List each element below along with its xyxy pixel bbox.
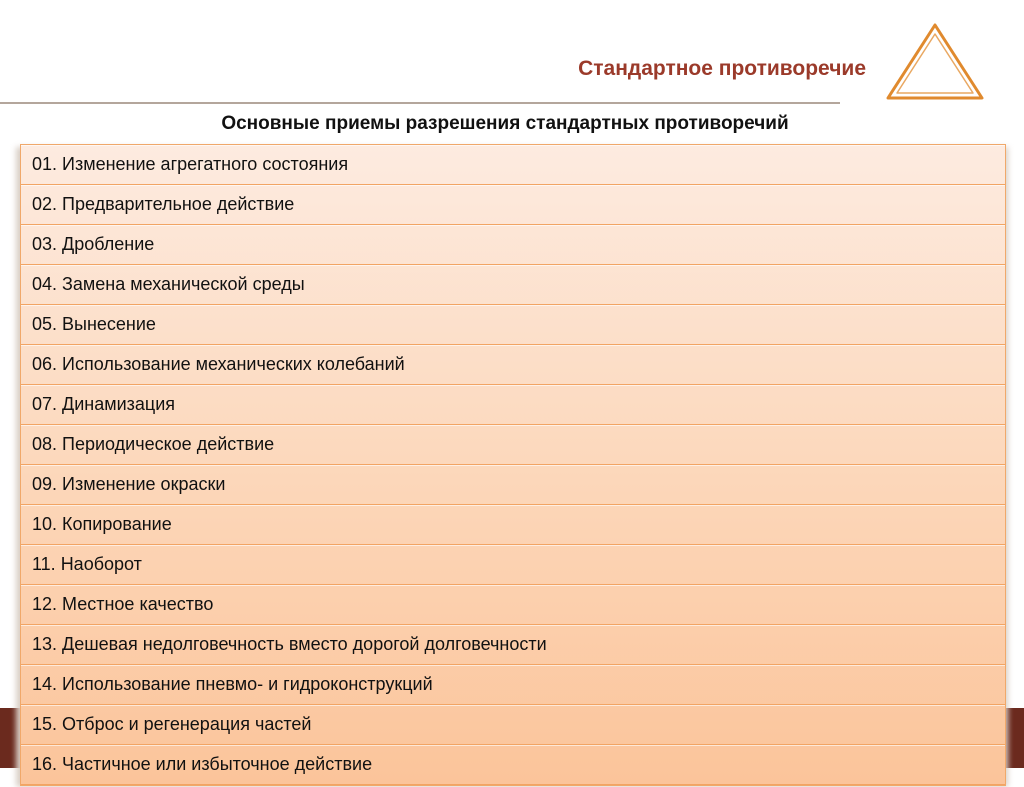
table-row: 05. Вынесение	[21, 305, 1005, 345]
table-row: 13. Дешевая недолговечность вместо дорогой долговечности	[21, 625, 1005, 665]
table-row: 03. Дробление	[21, 225, 1005, 265]
title-divider	[0, 102, 840, 104]
table-heading: Основные приемы разрешения стандартных противоречий	[221, 113, 789, 134]
techniques-table	[20, 144, 1006, 786]
table-row: 06. Использование механических колебаний	[21, 345, 1005, 385]
table-row: 04. Замена механической среды	[21, 265, 1005, 305]
table-row: 16. Частичное или избыточное действие	[21, 745, 1005, 785]
table-row: 08. Периодическое действие	[21, 425, 1005, 465]
table-row: 11. Наоборот	[21, 545, 1005, 585]
table-row: 12. Местное качество	[21, 585, 1005, 625]
slide-title: Стандартное противоречие	[578, 57, 866, 80]
table-row: 01. Изменение агрегатного состояния	[21, 145, 1005, 185]
table-row: 14. Использование пневмо- и гидроконструкций	[21, 665, 1005, 705]
table-row: 07. Динамизация	[21, 385, 1005, 425]
table-row: 09. Изменение окраски	[21, 465, 1005, 505]
table-row: 15. Отброс и регенерация частей	[21, 705, 1005, 745]
table-row: 02. Предварительное действие	[21, 185, 1005, 225]
triangle-logo-icon	[884, 22, 986, 102]
table-row: 10. Копирование	[21, 505, 1005, 545]
